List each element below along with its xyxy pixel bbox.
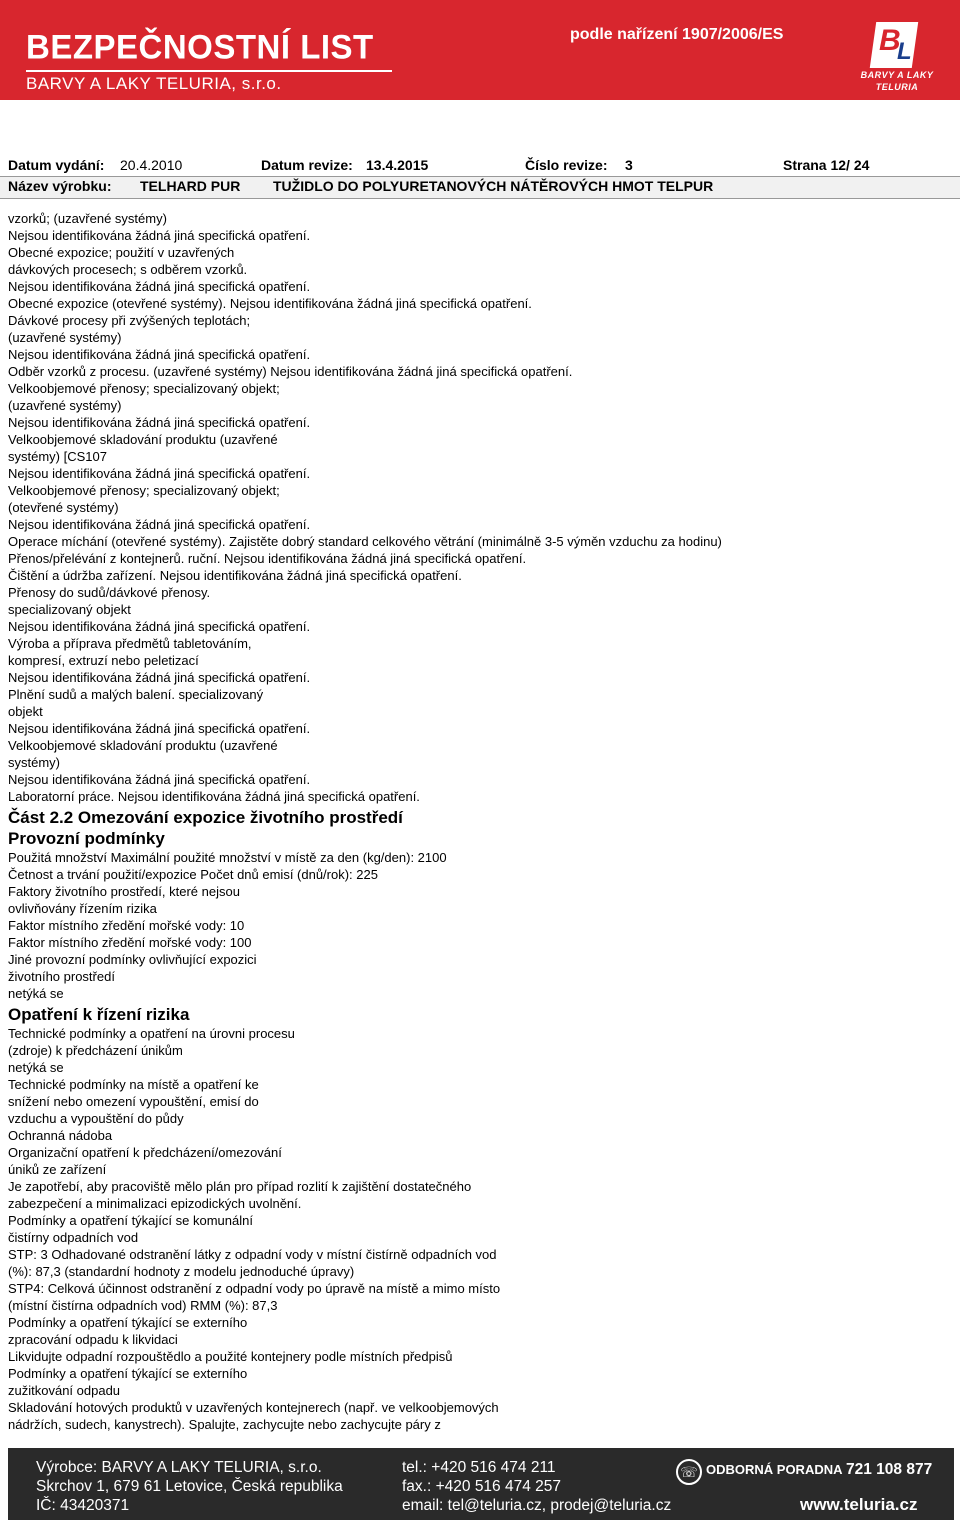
text-line: Jiné provozní podmínky ovlivňující expozici (8, 952, 257, 967)
regulation-reference: podle nařízení 1907/2006/ES (570, 26, 784, 43)
page-number: Strana 12/ 24 (783, 157, 870, 173)
product-name-label: Název výrobku: (8, 178, 112, 194)
text-line: netýká se (8, 1060, 64, 1075)
text-line: Podmínky a opatření týkající se komunální (8, 1213, 253, 1228)
revision-number-value: 3 (625, 157, 633, 173)
text-line: (uzavřené systémy) (8, 330, 122, 345)
title-underline (26, 70, 392, 72)
text-line: objekt (8, 704, 43, 719)
issue-date-value: 20.4.2010 (120, 157, 183, 173)
text-line: STP4: Celková účinnost odstranění z odpadní vody po úpravě na místě a mimo místo (8, 1281, 501, 1296)
text-line: Nejsou identifikována žádná jiná specifická opatření. (8, 228, 311, 243)
footer-hotline-label: ODBORNÁ PORADNA (706, 1462, 843, 1477)
logo-text-line2: TELURIA (875, 82, 919, 92)
footer-website: www.teluria.cz (800, 1495, 918, 1514)
footer-address: Skrchov 1, 679 61 Letovice, Česká republika (36, 1478, 343, 1495)
text-line: zabezpečení a minimalizaci epizodických uvolnění. (8, 1196, 302, 1211)
text-line: Technické podmínky a opatření na úrovni procesu (8, 1026, 295, 1041)
text-line: Nejsou identifikována žádná jiná specifická opatření. (8, 415, 311, 430)
text-line: zužitkování odpadu (8, 1383, 121, 1398)
text-line: Skladování hotových produktů v uzavřených kontejnerech (např. ve velkoobjemových (8, 1400, 499, 1415)
text-line: čistírny odpadních vod (8, 1230, 139, 1245)
text-line: systémy) [CS107 (8, 449, 107, 464)
text-line: Přenos/přelévání z kontejnerů. ruční. Nejsou identifikována žádná jiná specifická opatření. (8, 551, 527, 566)
text-line: dávkových procesech; s odběrem vzorků. (8, 262, 248, 277)
text-line: Operace míchání (otevřené systémy). Zajistěte dobrý standard celkového větrání (minimálně 3-5 výměn vzduchu za hodinu) (8, 534, 722, 549)
text-line: Laboratorní práce. Nejsou identifikována žádná jiná specifická opatření. (8, 789, 420, 804)
text-line: systémy) (8, 755, 60, 770)
text-line: vzduchu a vypouštění do půdy (8, 1111, 184, 1126)
text-line: Faktory životního prostředí, které nejsou (8, 884, 240, 899)
text-line: úniků ze zařízení (8, 1162, 107, 1177)
text-line: Obecné expozice (otevřené systémy). Nejsou identifikována žádná jiná specifická opatření. (8, 296, 532, 311)
text-line: Technické podmínky na místě a opatření ke (8, 1077, 259, 1092)
section-heading-operating-conditions: Provozní podmínky (8, 829, 165, 848)
text-line: Likvidujte odpadní rozpouštědlo a použité kontejnery podle místních předpisů (8, 1349, 453, 1364)
text-line: (zdroje) k předcházení únikům (8, 1043, 183, 1058)
text-line: Nejsou identifikována žádná jiná specifická opatření. (8, 670, 311, 685)
document-title: BEZPEČNOSTNÍ LIST (26, 27, 374, 66)
text-line: Nejsou identifikována žádná jiná specifická opatření. (8, 772, 311, 787)
text-line: Nejsou identifikována žádná jiná specifická opatření. (8, 619, 311, 634)
footer-fax: fax.: +420 516 474 257 (402, 1478, 562, 1495)
text-line: (otevřené systémy) (8, 500, 119, 515)
section-heading-part-2-2: Část 2.2 Omezování expozice životního prostředí (8, 808, 403, 827)
text-line: Čištění a údržba zařízení. Nejsou identifikována žádná jiná specifická opatření. (8, 568, 462, 583)
text-line: specializovaný objekt (8, 602, 131, 617)
product-description: TUŽIDLO DO POLYURETANOVÝCH NÁTĚROVÝCH HMOT TELPUR (273, 178, 714, 194)
exposure-measures-list (8, 210, 953, 805)
text-line: Velkoobjemové skladování produktu (uzavřené (8, 432, 278, 447)
logo-text-line1: BARVY A LAKY (860, 70, 934, 80)
text-line: Nejsou identifikována žádná jiná specifická opatření. (8, 721, 311, 736)
text-line: snížení nebo omezení vypouštění, emisí do (8, 1094, 259, 1109)
text-line: Přenosy do sudů/dávkové přenosy. (8, 585, 211, 600)
product-name-value: TELHARD PUR (140, 178, 241, 194)
text-line: Velkoobjemové přenosy; specializovaný objekt; (8, 483, 280, 498)
company-name: BARVY A LAKY TELURIA, s.r.o. (26, 74, 282, 93)
text-line: Četnost a trvání použití/expozice Počet dnů emisí (dnů/rok): 225 (8, 867, 378, 882)
text-line: zpracování odpadu k likvidaci (8, 1332, 178, 1347)
operating-conditions-list (8, 849, 953, 1002)
phone-icon: ☏ (676, 1459, 702, 1485)
text-line: Podmínky a opatření týkající se externího (8, 1315, 248, 1330)
text-line: (%): 87,3 (standardní hodnoty z modelu jednoduché úpravy) (8, 1264, 355, 1279)
company-logo (857, 22, 937, 94)
section-heading-risk-measures: Opatření k řízení rizika (8, 1005, 190, 1024)
text-line: (místní čistírna odpadních vod) RMM (%): 87,3 (8, 1298, 278, 1313)
text-line: Faktor místního zředění mořské vody: 100 (8, 935, 252, 950)
text-line: Dávkové procesy při zvýšených teplotách; (8, 313, 251, 328)
text-line: Velkoobjemové skladování produktu (uzavřené (8, 738, 278, 753)
text-line: Nejsou identifikována žádná jiná specifická opatření. (8, 517, 311, 532)
revision-number-label: Číslo revize: (525, 157, 608, 173)
footer-producer: Výrobce: BARVY A LAKY TELURIA, s.r.o. (36, 1459, 322, 1476)
logo-letter-l: L (897, 38, 912, 65)
text-line: STP: 3 Odhadované odstranění látky z odpadní vody v místní čistírně odpadních vod (8, 1247, 497, 1262)
footer-ico: IČ: 43420371 (36, 1497, 130, 1514)
text-line: Organizační opatření k předcházení/omezování (8, 1145, 282, 1160)
text-line: Obecné expozice; použití v uzavřených (8, 245, 235, 260)
text-line: životního prostředí (8, 969, 115, 984)
text-line: Velkoobjemové přenosy; specializovaný objekt; (8, 381, 280, 396)
text-line: (uzavřené systémy) (8, 398, 122, 413)
text-line: Odběr vzorků z procesu. (uzavřené systémy) Nejsou identifikována žádná jiná specifická opatření. (8, 364, 573, 379)
footer-tel: tel.: +420 516 474 211 (402, 1459, 556, 1476)
revision-date-value: 13.4.2015 (366, 157, 429, 173)
document-body (8, 210, 953, 1433)
text-line: Ochranná nádoba (8, 1128, 113, 1143)
text-line: Nejsou identifikována žádná jiná specifická opatření. (8, 279, 311, 294)
text-line: vzorků; (uzavřené systémy) (8, 211, 167, 226)
text-line: Použitá množství Maximální použité množství v místě za den (kg/den): 2100 (8, 850, 447, 865)
text-line: Je zapotřebí, aby pracoviště mělo plán pro případ rozlití k zajištění dostatečného (8, 1179, 472, 1194)
product-info-row (0, 176, 960, 199)
risk-measures-list (8, 1025, 953, 1433)
text-line: Výroba a příprava předmětů tabletováním, (8, 636, 252, 651)
text-line: netýká se (8, 986, 64, 1001)
text-line: Podmínky a opatření týkající se externího (8, 1366, 248, 1381)
text-line: ovlivňovány řízením rizika (8, 901, 157, 916)
logo-letter-b: B (879, 24, 901, 57)
revision-date-label: Datum revize: (261, 157, 353, 173)
text-line: Faktor místního zředění mořské vody: 10 (8, 918, 245, 933)
text-line: Nejsou identifikována žádná jiná specifická opatření. (8, 347, 311, 362)
document-info-row (8, 157, 952, 175)
footer-hotline-number: 721 108 877 (846, 1461, 933, 1478)
footer-bar (8, 1448, 954, 1520)
text-line: Nejsou identifikována žádná jiná specifická opatření. (8, 466, 311, 481)
text-line: nádržích, sudech, kanystrech). Spalujte, zachycujte nebo zachycujte páry z (8, 1417, 441, 1432)
header-banner (0, 0, 960, 100)
issue-date-label: Datum vydání: (8, 157, 105, 173)
footer-email: email: tel@teluria.cz, prodej@teluria.cz (402, 1497, 672, 1514)
text-line: kompresí, extruzí nebo peletizací (8, 653, 199, 668)
text-line: Plnění sudů a malých balení. specializovaný (8, 687, 264, 702)
